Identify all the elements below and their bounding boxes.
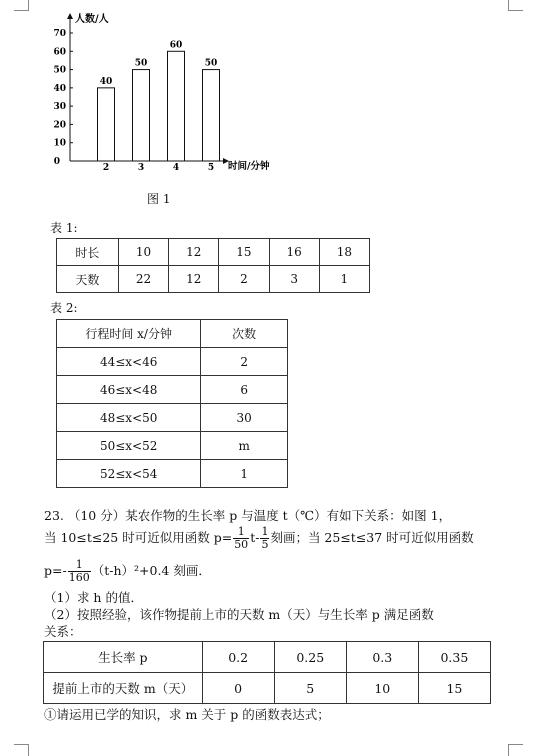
- table-row: [57, 460, 288, 488]
- bar: [168, 51, 185, 161]
- table-row: [57, 266, 370, 293]
- y-tick-label: 40: [53, 83, 66, 94]
- fraction-numerator: 1: [68, 559, 91, 572]
- bar: [203, 70, 220, 161]
- bar-value-label: 50: [204, 58, 218, 69]
- problem-text: 当 10≤t≤25 时可近似用函数 p=: [44, 530, 233, 545]
- table-cell: 提前上市的天数 m（天）: [44, 673, 203, 704]
- table-cell: 生长率 p: [44, 642, 203, 673]
- table-cell: 1: [319, 266, 369, 293]
- x-tick-label: 5: [207, 163, 215, 173]
- fraction-numerator: 1: [261, 525, 269, 538]
- table-cell: 30: [201, 404, 288, 432]
- table-row: [57, 376, 288, 404]
- x-axis-label: 时间/分钟: [228, 161, 270, 172]
- table3: [43, 641, 491, 704]
- table-header-cell: 次数: [201, 320, 288, 348]
- table-cell: 46≤x<48: [57, 376, 201, 404]
- table-cell: 12: [169, 266, 219, 293]
- x-tick-label: 2: [102, 163, 110, 173]
- table-cell: 0.2: [202, 642, 274, 673]
- fraction-numerator: 1: [233, 526, 249, 539]
- y-axis-label: 人数/人: [75, 14, 109, 25]
- problem-line-3: [44, 556, 211, 586]
- table1-title: 表 1:: [50, 221, 78, 235]
- fraction-denominator: 160: [68, 571, 90, 584]
- table-cell: 22: [118, 266, 168, 293]
- question-1: （1）求 h 的值．: [44, 590, 143, 605]
- table-row: [44, 673, 491, 704]
- table-cell: 15: [418, 673, 490, 704]
- crop-mark: [508, 0, 509, 10]
- table-cell: 10: [118, 239, 168, 266]
- bar-value-label: 60: [169, 40, 183, 51]
- bar-value-label: 50: [134, 58, 148, 69]
- table-cell: 44≤x<46: [57, 348, 201, 376]
- table-cell: 时长: [57, 239, 119, 266]
- bar-value-label: 40: [99, 76, 113, 87]
- fraction: [233, 526, 249, 551]
- table-cell: 15: [219, 239, 269, 266]
- question-2: （2）按照经验，该作物提前上市的天数 m（天）与生长率 p 满足函数: [44, 607, 434, 622]
- table-row: [57, 432, 288, 460]
- table1: [56, 238, 370, 293]
- table-cell: 12: [169, 239, 219, 266]
- table-cell: 52≤x<54: [57, 460, 201, 488]
- problem-line-1: 23. （10 分）某农作物的生长率 p 与温度 t（℃）有如下关系：如图 1，: [44, 508, 452, 523]
- table-cell: 2: [201, 348, 288, 376]
- problem-text: p=-: [44, 563, 67, 578]
- table-cell: 0.35: [418, 642, 490, 673]
- table-cell: m: [201, 432, 288, 460]
- problem-text: t-: [250, 530, 260, 545]
- table-cell: 0.25: [274, 642, 346, 673]
- y-tick-label: 20: [53, 120, 66, 131]
- y-tick-label: 10: [53, 138, 66, 149]
- table2-title: 表 2:: [50, 301, 78, 315]
- y-tick-label: 30: [53, 102, 66, 113]
- problem-line-2: [44, 523, 474, 553]
- table-row: [57, 239, 370, 266]
- table-cell: 1: [201, 460, 288, 488]
- crop-mark: [28, 744, 29, 756]
- crop-mark: [508, 744, 523, 745]
- table-cell: 16: [269, 239, 319, 266]
- problem-text: 刻画；当 25≤t≤37 时可近似用函数: [270, 530, 474, 545]
- crop-mark: [508, 744, 509, 756]
- table-cell: 0.3: [346, 642, 418, 673]
- x-tick-label: 3: [137, 163, 145, 173]
- table-cell: 50≤x<52: [57, 432, 201, 460]
- table-cell: 48≤x<50: [57, 404, 201, 432]
- sub-question-1: ①请运用已学的知识，求 m 关于 p 的函数表达式；: [44, 707, 330, 722]
- table-cell: 2: [219, 266, 269, 293]
- table-cell: 天数: [57, 266, 119, 293]
- question-2-continued: 关系：: [44, 624, 82, 639]
- crop-mark: [14, 744, 29, 745]
- table-row: [57, 348, 288, 376]
- fraction: [68, 559, 91, 584]
- table-cell: 5: [274, 673, 346, 704]
- crop-mark: [508, 10, 523, 11]
- problem-text: （t-h）²+0.4 刻画．: [91, 563, 211, 578]
- x-tick-label: 4: [172, 163, 180, 173]
- bar-chart: [0, 0, 300, 180]
- bar: [98, 88, 115, 161]
- y-tick-label: 60: [53, 47, 66, 58]
- table-cell: 10: [346, 673, 418, 704]
- table-cell: 18: [319, 239, 369, 266]
- origin-label: 0: [53, 157, 60, 167]
- table-cell: 6: [201, 376, 288, 404]
- fraction-denominator: 5: [261, 538, 269, 551]
- table-row: [57, 404, 288, 432]
- fraction: [260, 526, 269, 551]
- figure-caption: 图 1: [147, 192, 171, 206]
- fraction-denominator: 50: [234, 538, 249, 551]
- table2: [56, 319, 288, 488]
- table-row: [57, 320, 288, 348]
- bar: [133, 70, 150, 161]
- y-tick-label: 70: [53, 29, 66, 39]
- table-header-cell: 行程时间 x/分钟: [57, 320, 201, 348]
- y-tick-label: 50: [53, 65, 66, 76]
- table-cell: 3: [269, 266, 319, 293]
- table-cell: 0: [202, 673, 274, 704]
- table-row: [44, 642, 491, 673]
